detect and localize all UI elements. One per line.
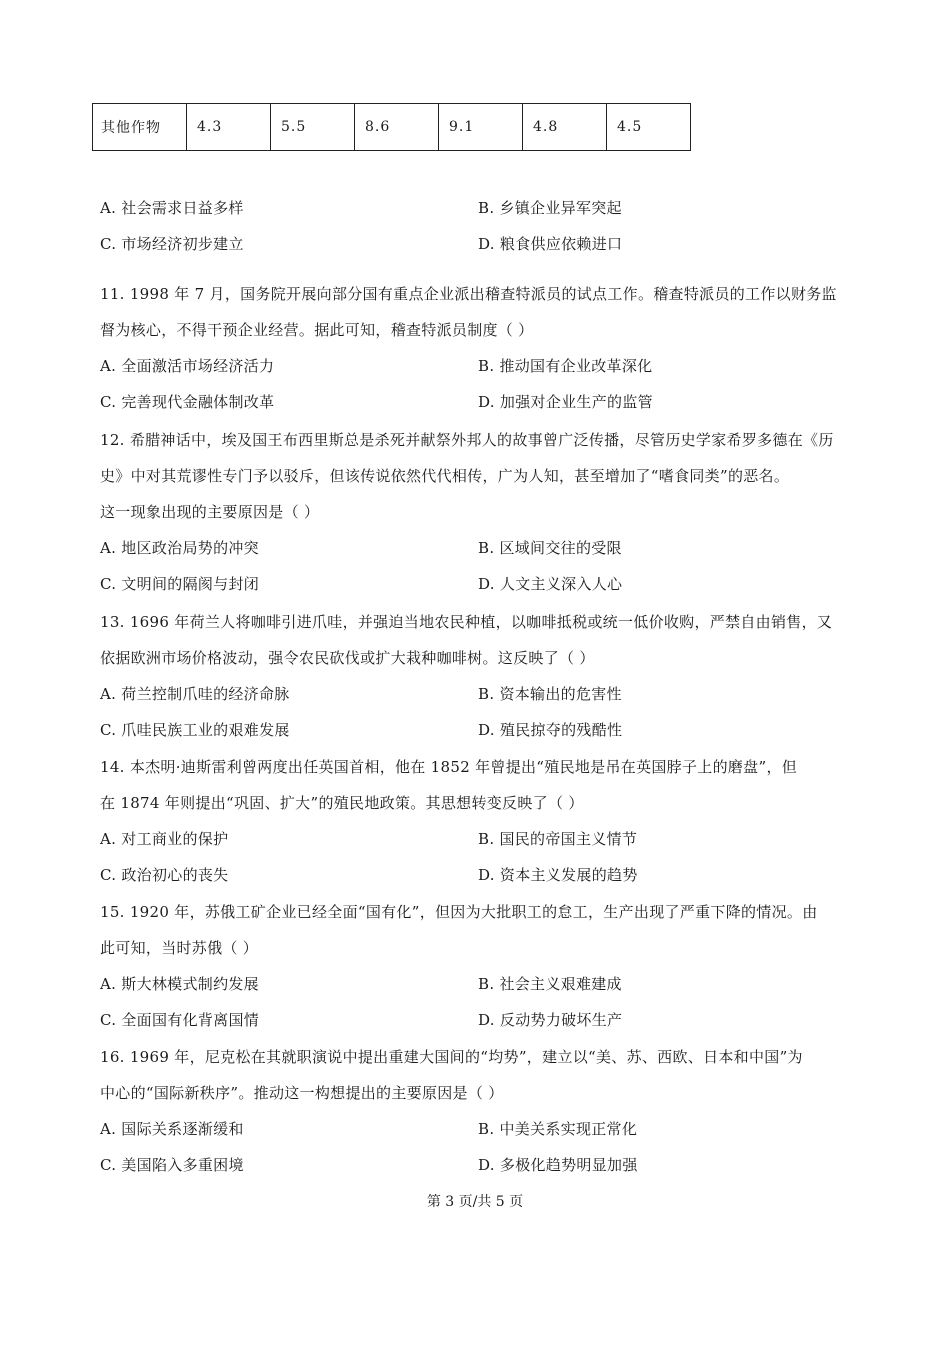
q14-stem-line-2: 在 1874 年则提出“巩固、扩大”的殖民地政策。其思想转变反映了（ ） <box>100 794 584 812</box>
q16-option-a: A. 国际关系逐渐缓和 <box>100 1120 244 1138</box>
q11-stem-line-2: 督为核心，不得干预企业经营。据此可知，稽查特派员制度（ ） <box>100 321 534 339</box>
table-row-label: 其他作物 <box>93 104 187 151</box>
q11-option-c: C. 完善现代金融体制改革 <box>100 393 275 411</box>
q14-option-d: D. 资本主义发展的趋势 <box>478 866 638 884</box>
q16-stem-line-2: 中心的“国际新秩序”。推动这一构想提出的主要原因是（ ） <box>100 1084 504 1102</box>
q10-option-a: A. 社会需求日益多样 <box>100 199 244 217</box>
q16-option-d: D. 多极化趋势明显加强 <box>478 1156 638 1174</box>
q15-stem-line-1: 15. 1920 年，苏俄工矿企业已经全面“国有化”，但因为大批职工的怠工，生产出现了严重下降的情况。由 <box>100 903 818 921</box>
table-row <box>93 104 691 151</box>
q11-option-a: A. 全面激活市场经济活力 <box>100 357 275 375</box>
q15-option-d: D. 反动势力破坏生产 <box>478 1011 623 1029</box>
page-footer: 第 3 页/共 5 页 <box>426 1194 524 1210</box>
table-cell: 8.6 <box>355 104 439 151</box>
q10-option-c: C. 市场经济初步建立 <box>100 235 244 253</box>
q14-option-c: C. 政治初心的丧失 <box>100 866 229 884</box>
q11-stem-line-1: 11. 1998 年 7 月，国务院开展向部分国有重点企业派出稽查特派员的试点工作。稽查特派员的工作以财务监 <box>100 285 837 303</box>
table-cell: 4.3 <box>187 104 271 151</box>
q13-option-a: A. 荷兰控制爪哇的经济命脉 <box>100 685 290 703</box>
q11-option-b: B. 推动国有企业改革深化 <box>478 357 653 375</box>
q13-option-d: D. 殖民掠夺的残酷性 <box>478 721 623 739</box>
q14-option-b: B. 国民的帝国主义情节 <box>478 830 638 848</box>
table-cell: 9.1 <box>439 104 523 151</box>
q16-option-b: B. 中美关系实现正常化 <box>478 1120 638 1138</box>
crop-data-table <box>92 103 691 151</box>
q13-stem-line-2: 依据欧洲市场价格波动，强令农民砍伐或扩大栽种咖啡树。这反映了（ ） <box>100 649 595 667</box>
q10-option-b: B. 乡镇企业异军突起 <box>478 199 622 217</box>
q12-stem-line-2: 史》中对其荒谬性专门予以驳斥，但该传说依然代代相传，广为人知，甚至增加了“嗜食同类”的恶名。 <box>100 467 790 485</box>
q12-option-d: D. 人文主义深入人心 <box>478 575 623 593</box>
q15-option-a: A. 斯大林模式制约发展 <box>100 975 259 993</box>
q14-option-a: A. 对工商业的保护 <box>100 830 229 848</box>
q15-stem-line-2: 此可知，当时苏俄（ ） <box>100 939 259 957</box>
q10-option-d: D. 粮食供应依赖进口 <box>478 235 623 253</box>
q13-stem-line-1: 13. 1696 年荷兰人将咖啡引进爪哇，并强迫当地农民种植，以咖啡抵税或统一低价收购，严禁自由销售，又 <box>100 613 833 631</box>
table-cell: 4.8 <box>523 104 607 151</box>
q12-option-c: C. 文明间的隔阂与封闭 <box>100 575 260 593</box>
table-cell: 4.5 <box>607 104 691 151</box>
q14-stem-line-1: 14. 本杰明·迪斯雷利曾两度出任英国首相，他在 1852 年曾提出“殖民地是吊在英国脖子上的磨盘”，但 <box>100 758 798 776</box>
q12-option-b: B. 区域间交往的受限 <box>478 539 622 557</box>
table-cell: 5.5 <box>271 104 355 151</box>
q15-option-c: C. 全面国有化背离国情 <box>100 1011 260 1029</box>
q15-option-b: B. 社会主义艰难建成 <box>478 975 622 993</box>
q16-stem-line-1: 16. 1969 年，尼克松在其就职演说中提出重建大国间的“均势”，建立以“美、苏、西欧、日本和中国”为 <box>100 1048 803 1066</box>
q13-option-b: B. 资本输出的危害性 <box>478 685 622 703</box>
q12-stem-line-3: 这一现象出现的主要原因是（ ） <box>100 503 320 521</box>
q16-option-c: C. 美国陷入多重困境 <box>100 1156 244 1174</box>
q12-stem-line-1: 12. 希腊神话中，埃及国王布西里斯总是杀死并献祭外邦人的故事曾广泛传播，尽管历史学家希罗多德在《历 <box>100 431 834 449</box>
q13-option-c: C. 爪哇民族工业的艰难发展 <box>100 721 290 739</box>
q12-option-a: A. 地区政治局势的冲突 <box>100 539 259 557</box>
q11-option-d: D. 加强对企业生产的监管 <box>478 393 653 411</box>
